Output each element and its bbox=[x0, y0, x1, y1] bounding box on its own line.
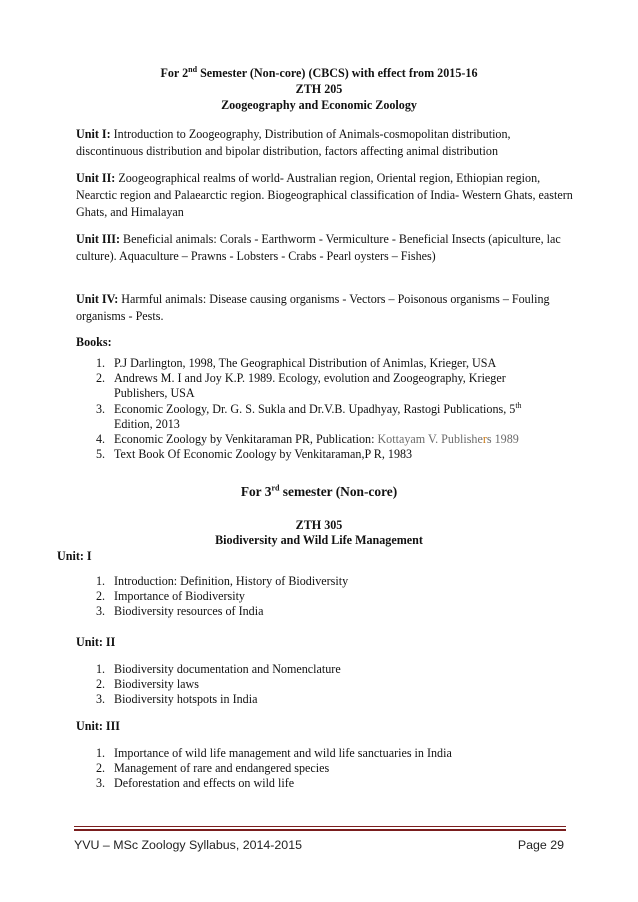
list-item: 2. Biodiversity laws bbox=[96, 677, 199, 692]
list-item: 3. Deforestation and effects on wild life bbox=[96, 776, 295, 791]
zth305-semester-heading: For 3rd semester (Non-core) bbox=[240, 483, 398, 499]
zth205-unit-4: Unit IV: Harmful animals: Disease causing organisms - Vectors – Poisonous organisms – Fouling organisms - Pests. bbox=[76, 292, 550, 323]
footer-title: YVU – MSc Zoology Syllabus, 2014-2015 bbox=[74, 838, 302, 852]
list-item: 1. Biodiversity documentation and Nomenclature bbox=[96, 662, 341, 676]
list-item: 1. Introduction: Definition, History of Biodiversity bbox=[96, 574, 349, 588]
page-number: Page 29 bbox=[517, 838, 564, 852]
book-item: 1. P.J Darlington, 1998, The Geographical Distribution of Animlas, Krieger, USA bbox=[96, 356, 497, 370]
publisher-name: Kottayam V. Publishe bbox=[377, 432, 483, 447]
zth205-unit-3: Unit III: Beneficial animals: Corals - Earthworm - Vermiculture - Beneficial Insects (apiculture, lac culture). Aquaculture – Prawns - Lobsters - Crabs - Pearl oysters – Fishes) bbox=[76, 232, 561, 263]
footer-rule bbox=[74, 826, 566, 831]
list-item: 2. Importance of Biodiversity bbox=[96, 589, 245, 604]
zth205-unit-1: Unit I: Introduction to Zoogeography, Distribution of Animals-cosmopolitan distribution, discontinuous distribution and bipolar distribution, factors affecting animal distribution bbox=[76, 127, 511, 158]
zth305-unit-2-list bbox=[96, 662, 566, 708]
zth205-unit-2: Unit II: Zoogeographical realms of world- Australian region, Oriental region, Ethiopian region, Nearctic region and Palaearctic region. Biogeographical classification of India- Western Ghats, eastern Ghats, and Himalayan bbox=[76, 171, 573, 219]
list-item: 1. Importance of wild life management and wild life sanctuaries in India bbox=[96, 746, 452, 760]
zth305-unit-1-list bbox=[96, 574, 566, 620]
zth305-course-title: Biodiversity and Wild Life Management bbox=[215, 533, 423, 547]
books-list bbox=[96, 356, 566, 462]
zth205-course-title: Zoogeography and Economic Zoology bbox=[221, 98, 417, 112]
books-heading: Books: bbox=[76, 335, 112, 349]
book-item: 2. Andrews M. I and Joy K.P. 1989. Ecology, evolution and Zoogeography, Krieger Publishers, USA bbox=[96, 371, 506, 401]
book-item: 3. Economic Zoology, Dr. G. S. Sukla and Dr.V.B. Upadhyay, Rastogi Publications, 5th Edition, 2013 bbox=[96, 400, 522, 431]
zth205-semester-heading: For 2nd Semester (Non-core) (CBCS) with effect from 2015-16 bbox=[160, 64, 478, 80]
list-item: 2. Management of rare and endangered species bbox=[96, 761, 330, 776]
zth305-unit-2-label: Unit: II bbox=[76, 635, 116, 649]
book-item: 4. Economic Zoology by Venkitaraman PR, Publication: Kottayam V. Publishers 1989 bbox=[96, 432, 519, 447]
list-item: 3. Biodiversity resources of India bbox=[96, 604, 264, 619]
zth305-course-code: ZTH 305 bbox=[295, 518, 343, 532]
zth305-unit-1-label: Unit: I bbox=[57, 549, 92, 563]
zth305-unit-3-list bbox=[96, 746, 566, 792]
book-item: 5. Text Book Of Economic Zoology by Venkitaraman,P R, 1983 bbox=[96, 447, 413, 462]
list-item: 3. Biodiversity hotspots in India bbox=[96, 692, 258, 707]
zth205-course-code: ZTH 205 bbox=[295, 82, 343, 96]
zth305-unit-3-label: Unit: III bbox=[76, 719, 121, 733]
